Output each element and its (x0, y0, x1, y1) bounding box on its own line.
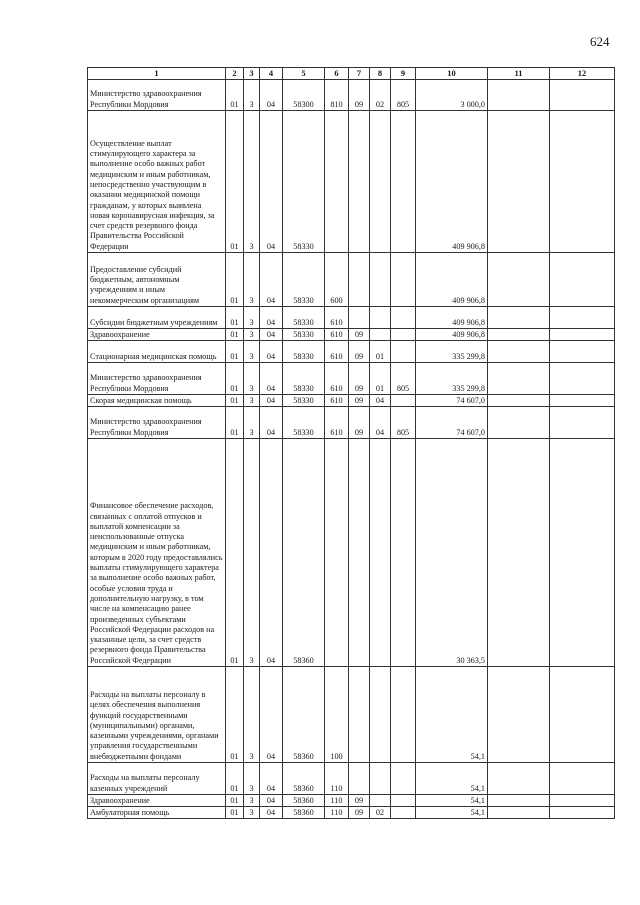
row-code-7: 09 (349, 795, 370, 807)
row-name: Предоставление субсидий бюджетным, автономным учреждениям и иным некоммерческим организациям (88, 253, 226, 307)
row-col-11 (488, 795, 550, 807)
row-code-9 (391, 667, 416, 763)
row-code-7 (349, 439, 370, 667)
row-code-9: 805 (391, 407, 416, 439)
row-code-6: 610 (325, 363, 349, 395)
table-row (88, 363, 615, 395)
row-col-11 (488, 395, 550, 407)
column-header-8: 8 (370, 68, 391, 80)
row-col-12 (550, 395, 615, 407)
row-code-6: 110 (325, 807, 349, 819)
row-code-9 (391, 253, 416, 307)
row-name: Финансовое обеспечение расходов, связанных с оплатой отпусков и выплатой компенсации за неиспользованные отпуска медицинским и иным работникам, которым в 2020 году предоставлялись выплаты стимулирующего характера за выполнение особо важных работ, особые условия труда и дополнительную нагрузку, в том числе на компенсацию ранее произведенных субъектами Российской Федерации расходов на указанные цели, за счет средств резервного фонда Правительства Российской Федерации (88, 439, 226, 667)
row-name: Министерство здравоохранения Республики Мордовия (88, 407, 226, 439)
row-code-6: 110 (325, 795, 349, 807)
row-code-5: 58360 (283, 763, 325, 795)
row-code-2: 01 (226, 763, 244, 795)
column-header-2: 2 (226, 68, 244, 80)
row-code-4: 04 (260, 80, 283, 111)
row-amount: 54,1 (416, 763, 488, 795)
row-code-6 (325, 439, 349, 667)
row-code-7: 09 (349, 407, 370, 439)
row-col-11 (488, 111, 550, 253)
row-amount: 409 906,8 (416, 307, 488, 329)
row-amount: 335 299,8 (416, 341, 488, 363)
row-amount: 54,1 (416, 667, 488, 763)
row-code-3: 3 (244, 363, 260, 395)
row-code-8: 02 (370, 80, 391, 111)
row-code-5: 58360 (283, 439, 325, 667)
column-header-12: 12 (550, 68, 615, 80)
row-code-2: 01 (226, 807, 244, 819)
row-code-5: 58330 (283, 329, 325, 341)
row-code-2: 01 (226, 395, 244, 407)
column-header-10: 10 (416, 68, 488, 80)
row-amount: 409 906,8 (416, 253, 488, 307)
table-row (88, 253, 615, 307)
row-code-7: 09 (349, 329, 370, 341)
row-name: Амбулаторная помощь (88, 807, 226, 819)
row-code-6: 600 (325, 253, 349, 307)
column-header-6: 6 (325, 68, 349, 80)
row-code-2: 01 (226, 329, 244, 341)
table-body (88, 80, 615, 819)
row-code-9 (391, 763, 416, 795)
row-amount: 54,1 (416, 807, 488, 819)
column-header-11: 11 (488, 68, 550, 80)
row-col-11 (488, 763, 550, 795)
table-row (88, 341, 615, 363)
header-row (88, 68, 615, 80)
row-code-6: 100 (325, 667, 349, 763)
row-code-7: 09 (349, 363, 370, 395)
budget-table (87, 67, 615, 819)
row-code-4: 04 (260, 795, 283, 807)
row-code-9: 805 (391, 80, 416, 111)
row-code-2: 01 (226, 795, 244, 807)
row-col-12 (550, 439, 615, 667)
row-code-7: 09 (349, 807, 370, 819)
row-code-9 (391, 807, 416, 819)
row-col-12 (550, 363, 615, 395)
row-code-3: 3 (244, 439, 260, 667)
row-code-2: 01 (226, 111, 244, 253)
row-code-6: 610 (325, 307, 349, 329)
row-code-3: 3 (244, 253, 260, 307)
row-code-4: 04 (260, 253, 283, 307)
row-code-3: 3 (244, 763, 260, 795)
row-code-6: 110 (325, 763, 349, 795)
row-code-4: 04 (260, 307, 283, 329)
row-code-3: 3 (244, 307, 260, 329)
row-col-12 (550, 763, 615, 795)
row-code-5: 58330 (283, 407, 325, 439)
table-row (88, 111, 615, 253)
row-code-5: 58330 (283, 253, 325, 307)
row-code-3: 3 (244, 667, 260, 763)
row-code-4: 04 (260, 439, 283, 667)
row-code-4: 04 (260, 667, 283, 763)
row-code-6: 610 (325, 407, 349, 439)
row-col-11 (488, 307, 550, 329)
row-code-9 (391, 341, 416, 363)
table-row (88, 329, 615, 341)
row-code-7 (349, 307, 370, 329)
row-code-9 (391, 307, 416, 329)
row-col-11 (488, 363, 550, 395)
row-col-11 (488, 341, 550, 363)
row-name: Стационарная медицинская помощь (88, 341, 226, 363)
row-code-5: 58300 (283, 80, 325, 111)
row-code-2: 01 (226, 80, 244, 111)
row-name: Здравоохранение (88, 329, 226, 341)
row-code-8: 04 (370, 407, 391, 439)
row-amount: 335 299,8 (416, 363, 488, 395)
row-col-12 (550, 80, 615, 111)
row-code-8 (370, 253, 391, 307)
row-code-8 (370, 307, 391, 329)
row-col-11 (488, 667, 550, 763)
row-code-4: 04 (260, 329, 283, 341)
row-amount: 409 906,8 (416, 111, 488, 253)
row-amount: 74 607,0 (416, 407, 488, 439)
row-col-11 (488, 253, 550, 307)
table-row (88, 439, 615, 667)
table-row (88, 407, 615, 439)
row-col-12 (550, 341, 615, 363)
row-code-7 (349, 253, 370, 307)
row-code-6: 610 (325, 395, 349, 407)
row-code-5: 58360 (283, 807, 325, 819)
row-code-5: 58360 (283, 795, 325, 807)
row-col-11 (488, 407, 550, 439)
row-code-8: 01 (370, 363, 391, 395)
row-name: Скорая медицинская помощь (88, 395, 226, 407)
row-code-6 (325, 111, 349, 253)
column-header-5: 5 (283, 68, 325, 80)
row-code-9 (391, 111, 416, 253)
row-code-5: 58330 (283, 111, 325, 253)
row-code-8 (370, 763, 391, 795)
row-code-3: 3 (244, 395, 260, 407)
row-amount: 74 607,0 (416, 395, 488, 407)
row-col-12 (550, 667, 615, 763)
column-header-9: 9 (391, 68, 416, 80)
table-row (88, 307, 615, 329)
row-code-2: 01 (226, 253, 244, 307)
row-code-7 (349, 111, 370, 253)
row-code-2: 01 (226, 341, 244, 363)
row-code-8 (370, 329, 391, 341)
row-amount: 54,1 (416, 795, 488, 807)
row-code-2: 01 (226, 407, 244, 439)
row-code-6: 810 (325, 80, 349, 111)
row-code-4: 04 (260, 363, 283, 395)
row-code-3: 3 (244, 329, 260, 341)
row-code-9 (391, 795, 416, 807)
row-code-4: 04 (260, 341, 283, 363)
row-code-8 (370, 439, 391, 667)
row-code-4: 04 (260, 763, 283, 795)
row-col-12 (550, 111, 615, 253)
row-code-9: 805 (391, 363, 416, 395)
table-row (88, 667, 615, 763)
row-name: Здравоохранение (88, 795, 226, 807)
row-code-9 (391, 329, 416, 341)
row-code-3: 3 (244, 341, 260, 363)
table-row (88, 80, 615, 111)
row-code-7: 09 (349, 80, 370, 111)
row-code-9 (391, 395, 416, 407)
column-header-3: 3 (244, 68, 260, 80)
row-code-8: 01 (370, 341, 391, 363)
row-col-12 (550, 795, 615, 807)
column-header-4: 4 (260, 68, 283, 80)
row-amount: 3 000,0 (416, 80, 488, 111)
row-code-7: 09 (349, 341, 370, 363)
row-name: Министерство здравоохранения Республики Мордовия (88, 363, 226, 395)
row-code-3: 3 (244, 111, 260, 253)
row-code-7 (349, 667, 370, 763)
row-col-12 (550, 329, 615, 341)
row-code-5: 58330 (283, 395, 325, 407)
row-col-12 (550, 407, 615, 439)
row-code-4: 04 (260, 407, 283, 439)
column-header-7: 7 (349, 68, 370, 80)
row-col-11 (488, 439, 550, 667)
row-name: Субсидии бюджетным учреждениям (88, 307, 226, 329)
page-number: 624 (590, 34, 610, 49)
row-name: Осуществление выплат стимулирующего характера за выполнение особо важных работ медицинским и иным работникам, непосредственно участвующим в оказании медицинской помощи гражданам, у которых выявлена новая коронавирусная инфекция, за счет средств резервного фонда Правительства Российской Федерации (88, 111, 226, 253)
row-col-12 (550, 307, 615, 329)
row-code-6: 610 (325, 341, 349, 363)
row-code-3: 3 (244, 795, 260, 807)
row-col-12 (550, 807, 615, 819)
row-code-7: 09 (349, 395, 370, 407)
row-code-5: 58360 (283, 667, 325, 763)
row-amount: 409 906,8 (416, 329, 488, 341)
row-code-2: 01 (226, 439, 244, 667)
row-code-8 (370, 667, 391, 763)
row-code-3: 3 (244, 407, 260, 439)
row-code-2: 01 (226, 307, 244, 329)
row-code-4: 04 (260, 395, 283, 407)
row-col-11 (488, 80, 550, 111)
row-name: Министерство здравоохранения Республики Мордовия (88, 80, 226, 111)
row-code-3: 3 (244, 807, 260, 819)
table-row (88, 763, 615, 795)
row-name: Расходы на выплаты персоналу в целях обеспечения выполнения функций государственными (муниципальными) органами, казенными учреждениями, органами управления государственными внебюджетными фондами (88, 667, 226, 763)
row-name: Расходы на выплаты персоналу казенных учреждений (88, 763, 226, 795)
row-code-8 (370, 111, 391, 253)
table-row (88, 807, 615, 819)
row-code-8: 02 (370, 807, 391, 819)
row-col-12 (550, 253, 615, 307)
row-amount: 30 363,5 (416, 439, 488, 667)
row-code-5: 58330 (283, 307, 325, 329)
row-code-9 (391, 439, 416, 667)
table-row (88, 395, 615, 407)
row-code-4: 04 (260, 111, 283, 253)
row-code-2: 01 (226, 667, 244, 763)
table-row (88, 795, 615, 807)
row-code-8 (370, 795, 391, 807)
row-col-11 (488, 807, 550, 819)
row-code-4: 04 (260, 807, 283, 819)
row-code-6: 610 (325, 329, 349, 341)
row-code-3: 3 (244, 80, 260, 111)
row-code-5: 58330 (283, 341, 325, 363)
row-code-5: 58330 (283, 363, 325, 395)
row-col-11 (488, 329, 550, 341)
row-code-2: 01 (226, 363, 244, 395)
row-code-7 (349, 763, 370, 795)
column-header-1: 1 (88, 68, 226, 80)
row-code-8: 04 (370, 395, 391, 407)
